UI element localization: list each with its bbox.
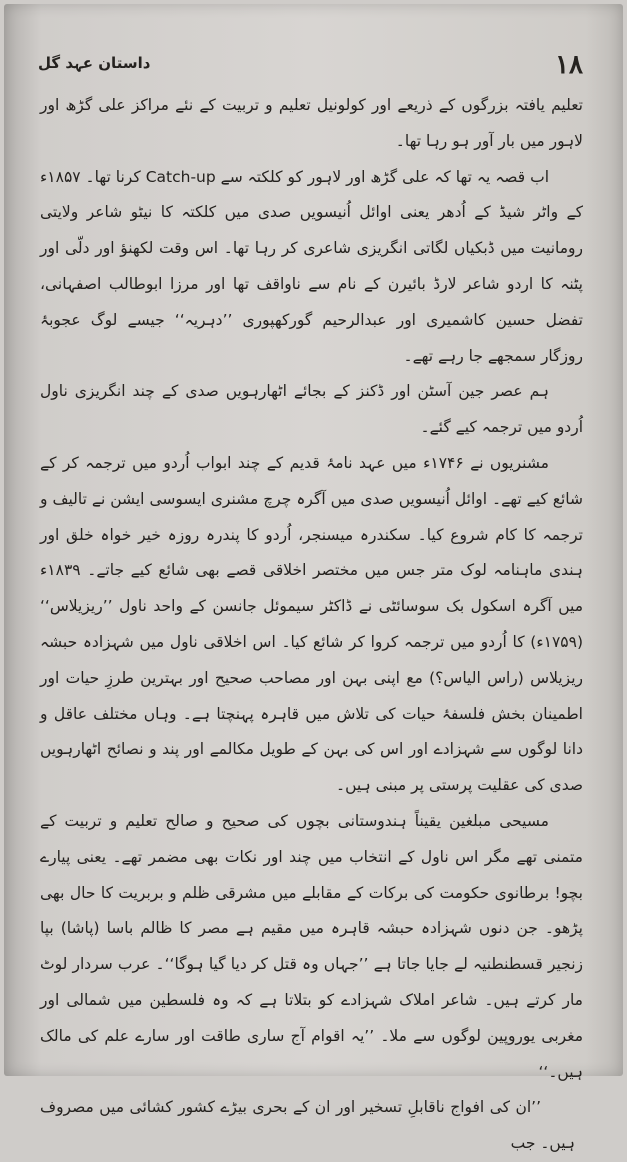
- paragraph-calcutta: اب قصہ یہ تھا کہ علی گڑھ اور لاہور کو کلکتہ سے Catch-up کرنا تھا۔ ۱۸۵۷ء کے واٹر شیڈ کے اُدھر یعنی اوائل اُنیسویں صدی میں کلکتہ کا نیٹو شاعر ولایتی رومانیت میں ڈبکیاں لگاتی انگریزی شاعری کر رہا تھا۔ اس وقت لکھنؤ اور دلّی اور پٹنہ کا اردو شاعر لارڈ بائیرن کے نام سے ناواقف تھا اور مرزا ابوطالب اصفہانی، تفضل حسین کاشمیری اور عبدالرحیم گورکھپوری ’’دہریہ‘‘ جیسے لوگ عجوبۂ روزگار سمجھے جا رہے تھے۔: [40, 167, 583, 365]
- paragraph-quote: ’’ان کی افواج ناقابلِ تسخیر اور ان کے بحری بیڑے کشور کشائی میں مصروف ہیں۔ جب: [40, 1098, 575, 1153]
- paragraph-missionaries: مشنریوں نے ۱۷۴۶ء میں عہد نامۂ قدیم کے چند ابواب اُردو میں ترجمہ کر کے شائع کیے تھے۔ اوائل اُنیسویں صدی میں آگرہ چرچ مشنری ایسوسی ایشن نے تالیف و ترجمہ کا کام شروع کیا۔ سکندرہ میسنجر، اُردو کا پندرہ روزہ خیر خواہ خلق اور ہندی ماہنامہ لوک متر جس میں مختصر اخلاقی قصے بھی شائع کیے جاتے۔ ۱۸۳۹ء میں آگرہ اسکول بک سوسائٹی نے ڈاکٹر سیموئل جانسن کے واحد ناول ’’ریزیلاس‘‘ (۱۷۵۹ء) کا اُردو میں ترجمہ کروا کر شائع کیا۔ اس اخلاقی ناول میں شہزادہ حبشہ ریزیلاس (راس الیاس؟) مع اپنی بہن اور مصاحب صحیح اور بہترین طرزِ حیات اور اطمینان بخش فلسفۂ حیات کی تلاش میں قاہرہ پہنچتا ہے۔ وہاں مختلف عاقل و دانا لوگوں سے شہزادے اور اس کی بہن کے طویل مکالمے اور پند و نصائح اٹھارہویں صدی کی عقلیت پرستی پر مبنی ہیں۔: [40, 453, 583, 795]
- page-header: [38, 50, 583, 84]
- body-text: [40, 88, 583, 1162]
- paragraph-preachers: مسیحی مبلغین یقیناً ہندوستانی بچوں کی صحیح و صالح تعلیم و تربیت کے متمنی تھے مگر اس ناول کے انتخاب میں چند اور نکات بھی مضمر تھے۔ یعنی پیارے بچو! برطانوی حکومت کی برکات کے مقابلے میں مشرقی ظلم و بربریت کا حال بھی پڑھو۔ جن دنوں شہزادہ حبشہ قاہرہ میں مقیم ہے مصر کا ظالم باسا (پاشا) بپا زنجیر قسطنطنیہ لے جایا جاتا ہے ’’جہاں وہ قتل کر دیا گیا ہوگا‘‘۔ عرب سردار لوٹ مار کرتے ہیں۔ شاعر املاک شہزادے کو بتلاتا ہے کہ وہ فلسطین میں شمالی اور مغربی یوروپین لوگوں سے ملا۔ ’’یہ اقوام آج ساری طاقت اور سارے علم کی مالک ہیں۔‘‘: [40, 811, 583, 1081]
- running-title: داستان عہد گل: [38, 54, 151, 72]
- paragraph-translations: ہم عصر جین آسٹن اور ڈکنز کے بجائے اٹھارہویں صدی کے چند انگریزی ناول اُردو میں ترجمہ کیے گئے۔: [40, 382, 583, 437]
- paragraph-continuation: تعلیم یافتہ بزرگوں کے ذریعے اور کولونیل تعلیم و تربیت کے نئے مراکز علی گڑھ اور لاہور میں بار آور ہو رہا تھا۔: [40, 96, 583, 150]
- book-page: [4, 4, 623, 1153]
- page-number: ۱۸: [555, 50, 583, 80]
